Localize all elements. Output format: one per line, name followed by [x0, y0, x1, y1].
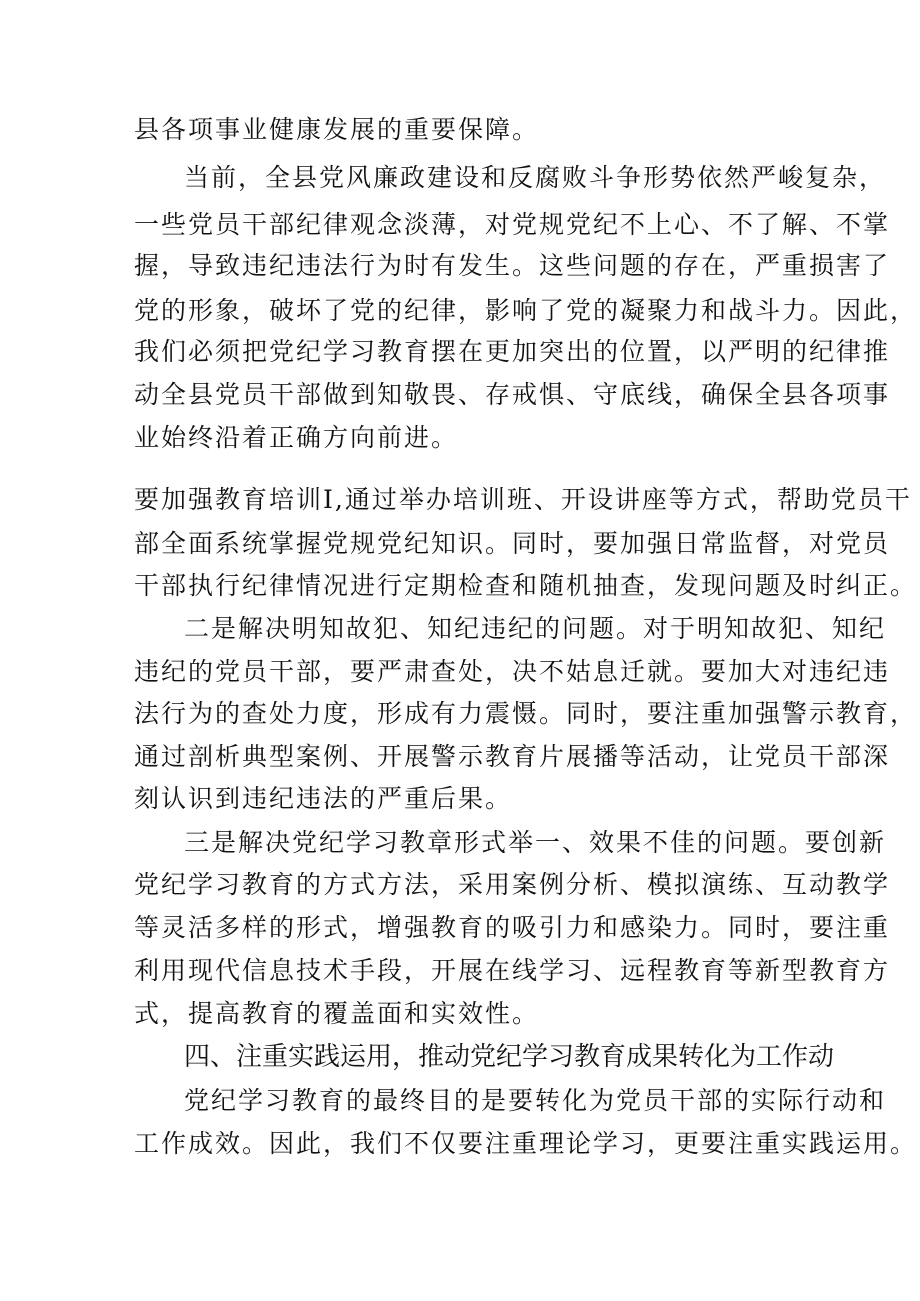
- text-line: 要加强教育培训I,通过举办培训班、开设讲座等方式，帮助党员干: [134, 485, 912, 514]
- text-line: 党的形象，破坏了党的纪律，影响了党的凝聚力和战斗力。因此，: [134, 296, 918, 325]
- text-line: 业始终沿着正确方向前进。: [134, 423, 459, 452]
- text-line: 党纪学习教育的最终目的是要转化为党员干部的实际行动和: [184, 1086, 887, 1115]
- text-line: 违纪的党员干部，要严肃查处，决不姑息迁就。要加大对违纪违: [134, 657, 891, 686]
- text-line: 县各项事业健康发展的重要保障。: [134, 115, 540, 144]
- text-line: 一些党员干部纪律观念淡薄，对党规党纪不上心、不了解、不掌: [134, 210, 891, 239]
- text-line: 握，导致违纪违法行为时有发生。这些问题的存在，严重损害了: [134, 251, 891, 280]
- text-line: 部全面系统掌握党规党纪知识。同时，要加强日常监督，对党员: [134, 529, 891, 558]
- text-line: 式，提高教育的覆盖面和实效性。: [134, 999, 540, 1028]
- text-line: 党纪学习教育的方式方法，采用案例分析、模拟演练、互动教学: [134, 870, 891, 899]
- text-line: 通过剖析典型案例、开展警示教育片展播等活动，让党员干部深: [134, 742, 891, 771]
- text-line: 干部执行纪律情况进行定期检查和随机抽查，发现问题及时纠正。: [134, 571, 918, 600]
- text-line: 等灵活多样的形式，增强教育的吸引力和感染力。同时，要注重: [134, 913, 891, 942]
- text-line: 利用现代信息技术手段，开展在线学习、远程教育等新型教育方: [134, 956, 891, 985]
- text-line: 工作成效。因此，我们不仅要注重理论学习，更要注重实践运用。: [134, 1129, 918, 1158]
- text-line: 动全县党员干部做到知敬畏、存戒惧、守底线，确保全县各项事: [134, 380, 891, 409]
- text-line: 法行为的查处力度，形成有力震慑。同时，要注重加强警示教育，: [134, 699, 918, 728]
- text-line: 二是解决明知故犯、知纪违纪的问题。对于明知故犯、知纪: [184, 614, 887, 643]
- text-line: 我们必须把党纪学习教育摆在更加突出的位置，以严明的纪律推: [134, 337, 891, 366]
- section-heading: 四、注重实践运用，推动党纪学习教育成果转化为工作动: [184, 1042, 835, 1072]
- text-line: 当前，全县党风廉政建设和反腐败斗争形势依然严峻复杂，: [184, 163, 887, 192]
- text-line: 刻认识到违纪违法的严重后果。: [134, 784, 513, 813]
- text-line: 三是解决党纪学习教章形式举一、效果不佳的问题。要创新: [184, 828, 887, 857]
